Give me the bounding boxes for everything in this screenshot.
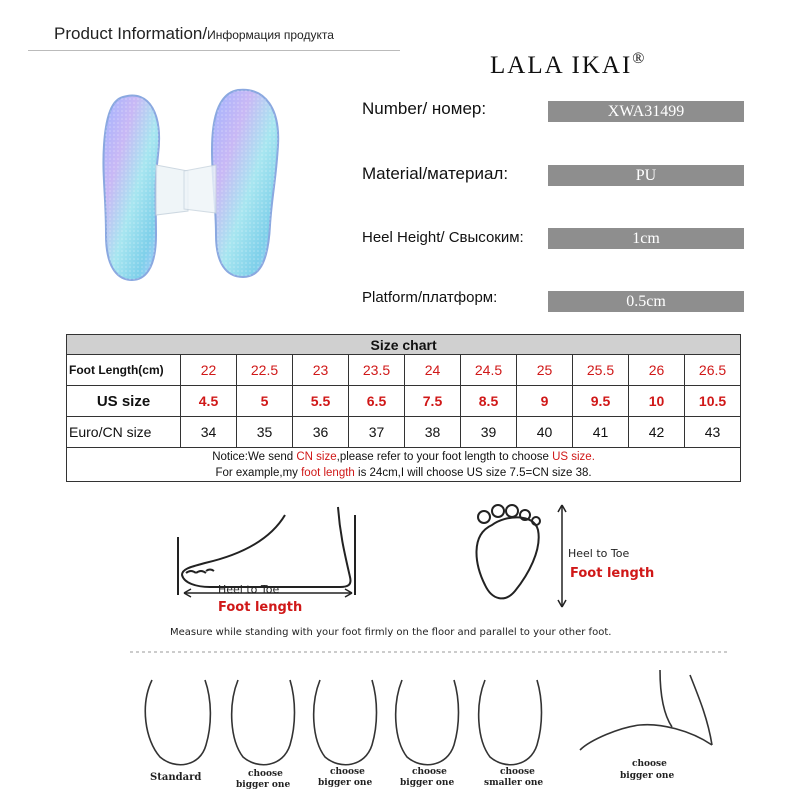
brand-name: LALA IKAI xyxy=(490,52,633,79)
foot-length-cell: 25.5 xyxy=(573,355,629,386)
us-size-cell: 9 xyxy=(517,386,573,417)
row-label-us-size: US size xyxy=(67,386,181,417)
caption-bigger: bigger one xyxy=(400,778,455,788)
us-size-cell: 7.5 xyxy=(405,386,461,417)
euro-size-cell: 36 xyxy=(293,417,349,448)
caption-smaller: smaller one xyxy=(484,778,544,788)
header-title-ru: Информация продукта xyxy=(207,28,334,42)
euro-size-cell: 43 xyxy=(685,417,741,448)
notice-text: ,please refer to your foot length to choose xyxy=(336,450,553,463)
registered-mark: ® xyxy=(632,50,647,67)
foot-length-label-2: Foot length xyxy=(570,566,655,581)
foot-length-cell: 23.5 xyxy=(349,355,405,386)
table-row-euro-size xyxy=(67,417,741,448)
us-size-cell: 5 xyxy=(237,386,293,417)
table-row-foot-length xyxy=(67,355,741,386)
euro-size-cell: 41 xyxy=(573,417,629,448)
euro-size-cell: 42 xyxy=(629,417,685,448)
euro-size-cell: 35 xyxy=(237,417,293,448)
row-label-foot-length: Foot Length(cm) xyxy=(67,355,181,386)
caption-choose: choose xyxy=(248,769,283,779)
us-size-cell: 9.5 xyxy=(573,386,629,417)
top-foot-drawing xyxy=(476,505,566,607)
notice-highlight: CN size xyxy=(296,450,337,463)
us-size-cell: 6.5 xyxy=(349,386,405,417)
header-title xyxy=(54,24,334,44)
example-text: For example,my xyxy=(215,466,302,479)
foot-length-cell: 22.5 xyxy=(237,355,293,386)
caption-bigger: bigger one xyxy=(620,771,675,781)
header-title-en: Product Information/ xyxy=(54,24,208,43)
caption-choose: choose xyxy=(412,767,447,777)
example-line xyxy=(67,465,740,481)
table-row-us-size xyxy=(67,386,741,417)
example-text: is 24cm,I will choose US size 7.5=CN size 38. xyxy=(354,466,592,479)
spec-value-platform: 0.5cm xyxy=(548,291,744,312)
spec-label-heel-height: Heel Height/ Свысоким: xyxy=(362,229,524,246)
spec-value-material: PU xyxy=(548,165,744,186)
spec-label-material: Material/материал: xyxy=(362,164,509,183)
example-highlight: foot length xyxy=(301,466,355,479)
caption-bigger: bigger one xyxy=(236,780,291,790)
foot-length-cell: 25 xyxy=(517,355,573,386)
size-chart-title: Size chart xyxy=(67,335,741,355)
right-sole xyxy=(212,90,278,277)
spec-label-number: Number/ номер: xyxy=(362,99,487,118)
spec-value-number: XWA31499 xyxy=(548,101,744,122)
foot-length-cell: 26 xyxy=(629,355,685,386)
heel-to-toe-label-1: Heel to Toe xyxy=(218,583,280,596)
foot-type-drawings xyxy=(145,670,712,765)
size-chart-table xyxy=(66,334,741,482)
brand-logo xyxy=(490,50,646,80)
measurement-illustration xyxy=(0,495,800,800)
measure-note: Measure while standing with your foot firmly on the floor and parallel to your other foot. xyxy=(170,627,612,638)
us-size-cell: 4.5 xyxy=(181,386,237,417)
size-notice xyxy=(67,448,741,482)
euro-size-cell: 39 xyxy=(461,417,517,448)
foot-length-cell: 24.5 xyxy=(461,355,517,386)
row-label-euro-size: Euro/CN size xyxy=(67,417,181,448)
foot-length-cell: 24 xyxy=(405,355,461,386)
caption-bigger: bigger one xyxy=(318,778,373,788)
euro-size-cell: 38 xyxy=(405,417,461,448)
notice-highlight: US size. xyxy=(552,450,595,463)
left-strap xyxy=(156,165,188,215)
heel-to-toe-label-2: Heel to Toe xyxy=(568,547,630,560)
product-image xyxy=(88,85,298,295)
notice-line xyxy=(67,449,740,465)
spec-label-platform: Platform/платформ: xyxy=(362,289,498,306)
caption-choose: choose xyxy=(632,759,667,769)
euro-size-cell: 34 xyxy=(181,417,237,448)
notice-text: Notice:We send xyxy=(212,450,297,463)
caption-standard: Standard xyxy=(150,772,202,783)
us-size-cell: 10 xyxy=(629,386,685,417)
foot-length-cell: 22 xyxy=(181,355,237,386)
us-size-cell: 5.5 xyxy=(293,386,349,417)
header-divider xyxy=(28,50,400,51)
caption-choose: choose xyxy=(330,767,365,777)
us-size-cell: 8.5 xyxy=(461,386,517,417)
foot-length-cell: 23 xyxy=(293,355,349,386)
foot-length-label-1: Foot length xyxy=(218,600,303,615)
right-strap xyxy=(184,165,216,213)
caption-choose: choose xyxy=(500,767,535,777)
foot-length-cell: 26.5 xyxy=(685,355,741,386)
us-size-cell: 10.5 xyxy=(685,386,741,417)
spec-value-heel-height: 1cm xyxy=(548,228,744,249)
euro-size-cell: 40 xyxy=(517,417,573,448)
euro-size-cell: 37 xyxy=(349,417,405,448)
left-sole xyxy=(103,96,159,280)
